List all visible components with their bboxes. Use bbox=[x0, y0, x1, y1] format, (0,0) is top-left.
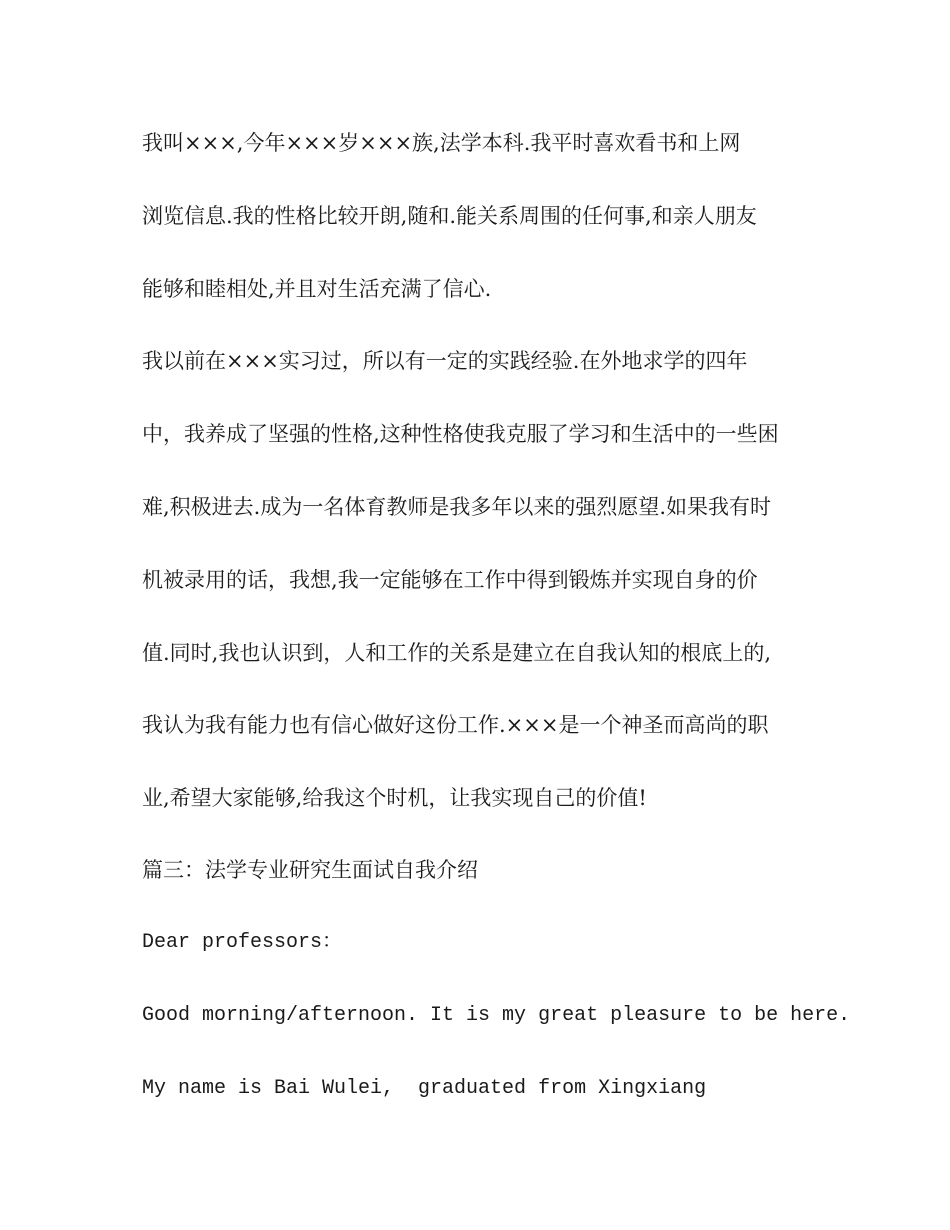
paragraph-line: My name is Bai Wulei, graduated from Xingxiang bbox=[142, 1077, 707, 1100]
paragraph-line: 能够和睦相处,并且对生活充满了信心. bbox=[142, 277, 492, 301]
paragraph-line: 值.同时,我也认识到，人和工作的关系是建立在自我认知的根底上的, bbox=[142, 641, 772, 665]
paragraph-line: Good morning/afternoon. It is my great pleasure to be here. bbox=[142, 1004, 851, 1027]
paragraph-line: 中，我养成了坚强的性格,这种性格使我克服了学习和生活中的一些困 bbox=[142, 422, 779, 446]
section-heading: 篇三：法学专业研究生面试自我介绍 bbox=[142, 858, 478, 882]
paragraph-line: 难,积极进去.成为一名体育教师是我多年以来的强烈愿望.如果我有时 bbox=[142, 495, 772, 519]
paragraph-line: 业,希望大家能够,给我这个时机，让我实现自己的价值! bbox=[142, 786, 647, 810]
paragraph-line: 我认为我有能力也有信心做好这份工作.×××是一个神圣而高尚的职 bbox=[142, 713, 769, 737]
paragraph-line: 我以前在×××实习过，所以有一定的实践经验.在外地求学的四年 bbox=[142, 349, 748, 373]
salutation-line: Dear professors： bbox=[142, 931, 343, 954]
paragraph-line: 浏览信息.我的性格比较开朗,随和.能关系周围的任何事,和亲人朋友 bbox=[142, 204, 757, 228]
paragraph-line: 机被录用的话，我想,我一定能够在工作中得到锻炼并实现自身的价 bbox=[142, 568, 758, 592]
paragraph-line: 我叫×××,今年×××岁×××族,法学本科.我平时喜欢看书和上网 bbox=[142, 131, 741, 155]
